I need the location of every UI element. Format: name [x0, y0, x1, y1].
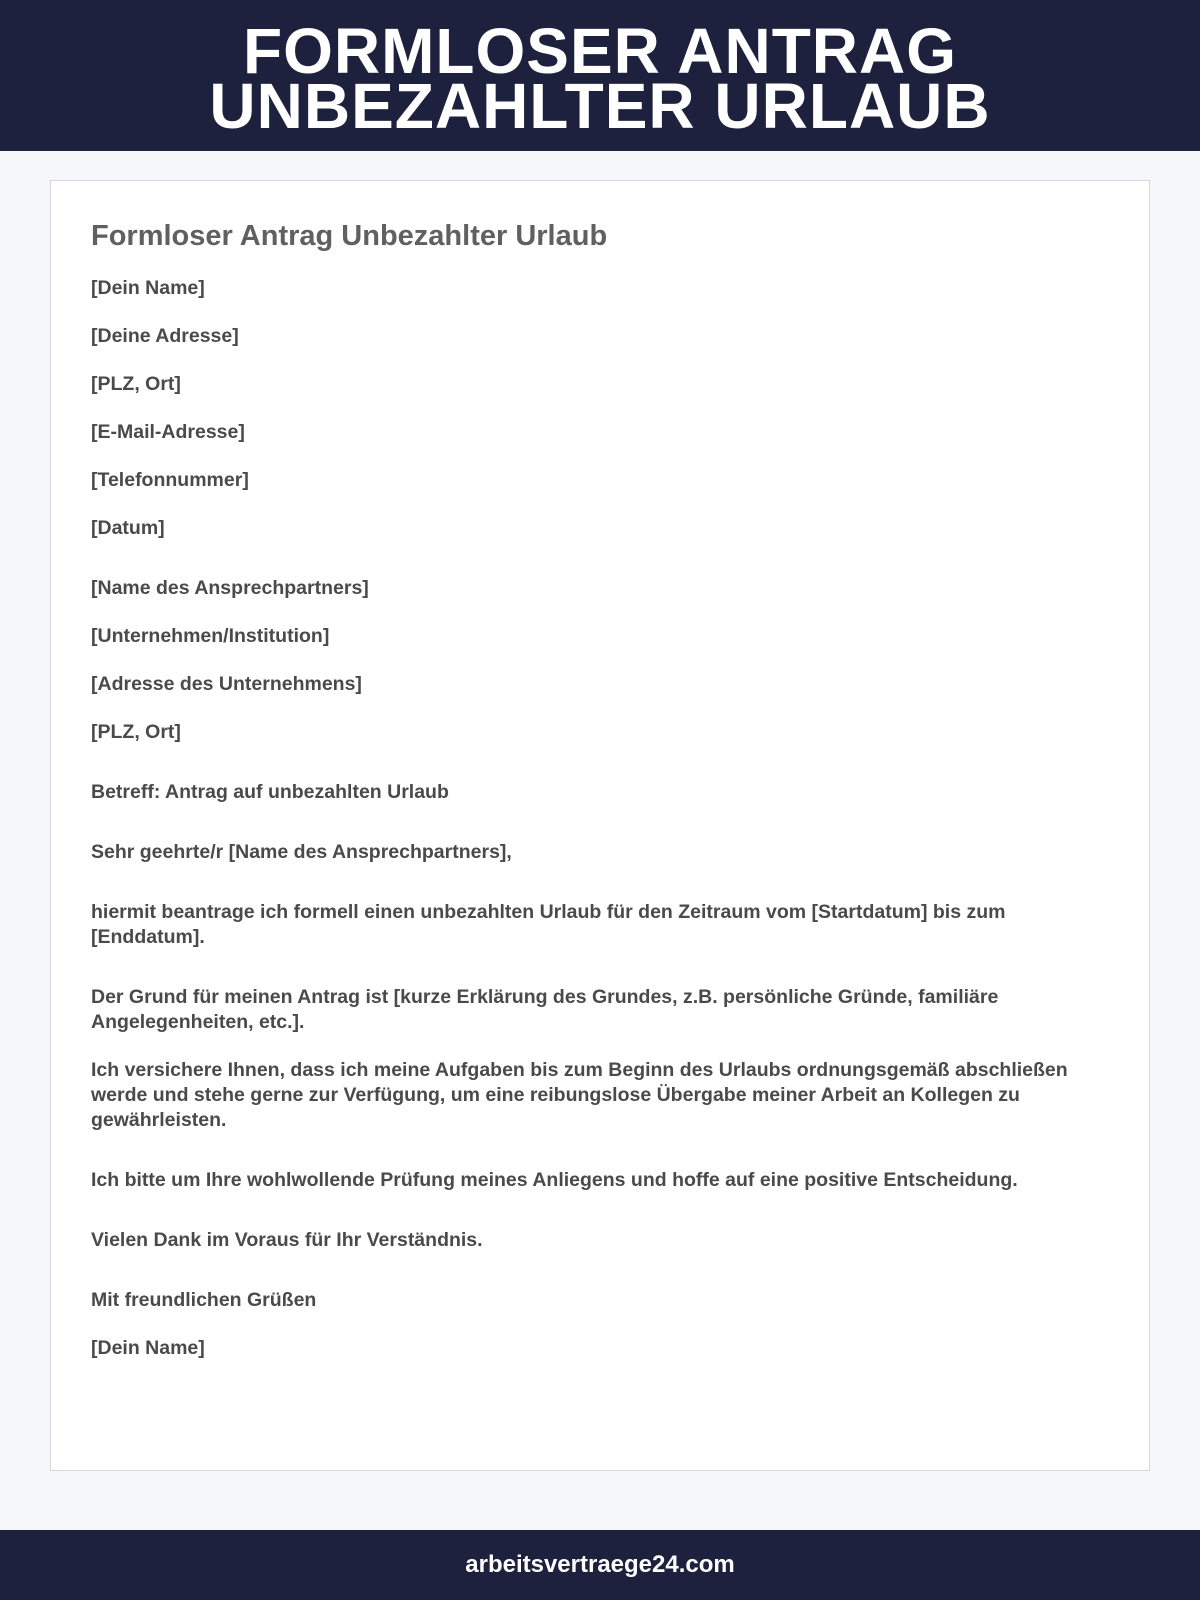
sender-email: [E-Mail-Adresse] [91, 421, 245, 443]
subject-line: Betreff: Antrag auf unbezahlten Urlaub [91, 781, 449, 803]
sender-name: [Dein Name] [91, 277, 205, 299]
body-paragraph-review: Ich bitte um Ihre wohlwollende Prüfung meines Anliegens und hoffe auf eine positive Entscheidung. [91, 1169, 1018, 1191]
document-card [50, 180, 1150, 1471]
page-header [0, 0, 1200, 151]
signature-name: [Dein Name] [91, 1337, 205, 1359]
closing: Mit freundlichen Grüßen [91, 1289, 317, 1311]
recipient-contact: [Name des Ansprechpartners] [91, 577, 369, 599]
body-paragraph-thanks: Vielen Dank im Voraus für Ihr Verständnis. [91, 1229, 483, 1251]
salutation: Sehr geehrte/r [Name des Ansprechpartners], [91, 841, 512, 863]
body-paragraph-handover: Ich versichere Ihnen, dass ich meine Aufgaben bis zum Beginn des Urlaubs ordnungsgemäß abschließen werde und stehe gerne zur Verfügung, um eine reibungslose Übergabe meiner Arbeit an Kollegen zu gewährleisten. [91, 1059, 1068, 1131]
sender-address: [Deine Adresse] [91, 325, 239, 347]
recipient-company: [Unternehmen/Institution] [91, 625, 330, 647]
header-title-line-1: FORMLOSER ANTRAG [242, 15, 958, 87]
recipient-address: [Adresse des Unternehmens] [91, 673, 362, 695]
body-paragraph-request: hiermit beantrage ich formell einen unbezahlten Urlaub für den Zeitraum vom [Startdatum] bis zum [Enddatum]. [91, 901, 1006, 948]
sender-phone: [Telefonnummer] [91, 469, 249, 491]
sender-zip-city: [PLZ, Ort] [91, 373, 181, 395]
footer-site-link[interactable]: arbeitsvertraege24.com [465, 1551, 735, 1578]
letter-date: [Datum] [91, 517, 165, 539]
page-footer [0, 1530, 1200, 1600]
recipient-zip-city: [PLZ, Ort] [91, 721, 181, 743]
body-paragraph-reason: Der Grund für meinen Antrag ist [kurze Erklärung des Grundes, z.B. persönliche Gründe, familiäre Angelegenheiten, etc.]. [91, 986, 999, 1033]
header-title-line-2: UNBEZAHLTER URLAUB [209, 70, 991, 142]
document-title: Formloser Antrag Unbezahlter Urlaub [91, 220, 608, 252]
